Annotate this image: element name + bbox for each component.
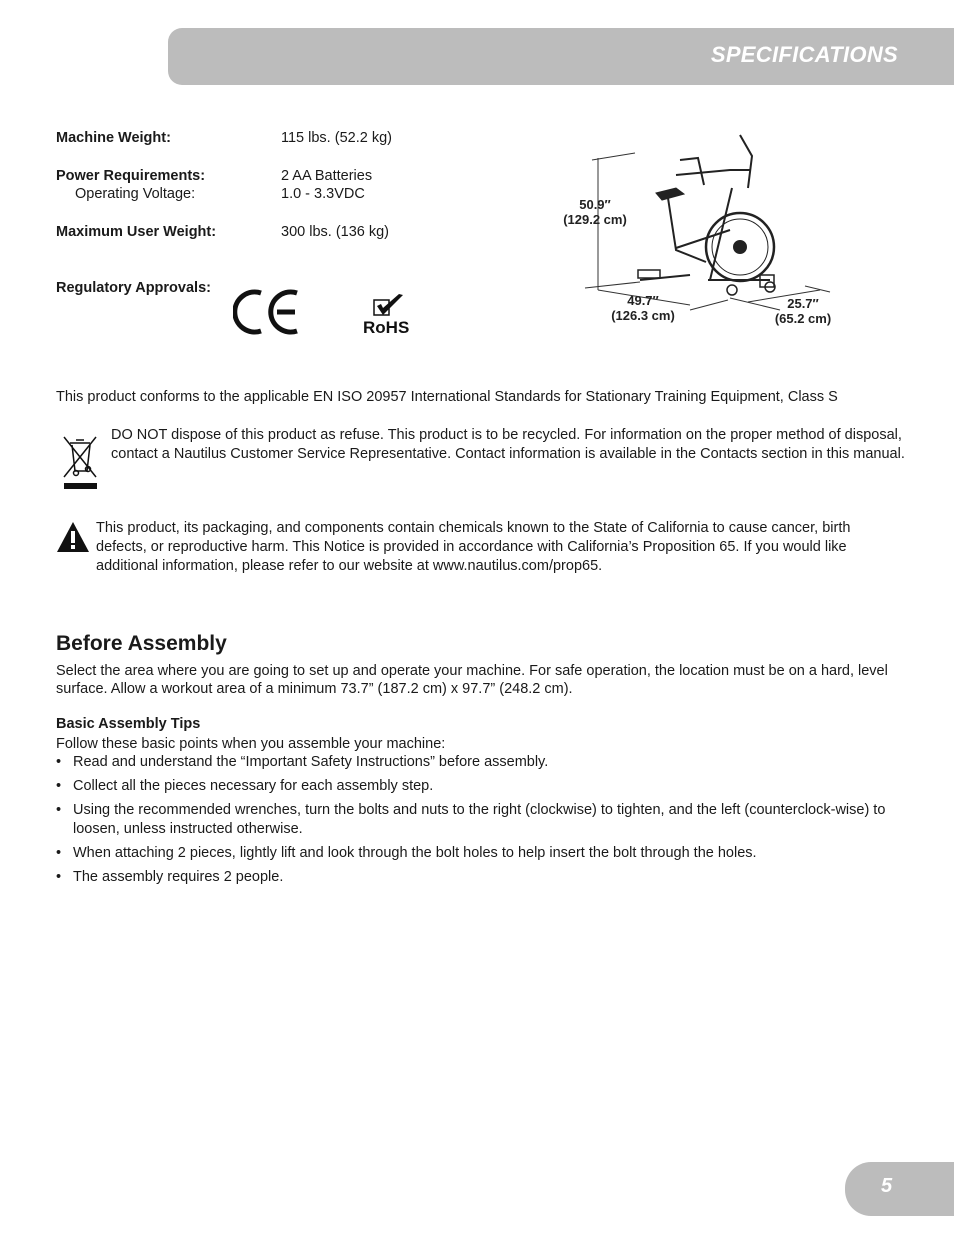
conformity-statement: This product conforms to the applicable EN ISO 20957 International Standards for Stationary Training Equipment, Class S bbox=[56, 389, 838, 405]
operating-voltage-value: 1.0 - 3.3VDC bbox=[281, 186, 365, 202]
list-item bbox=[56, 753, 906, 772]
bullet-glyph: • bbox=[56, 778, 62, 794]
tips-intro: Follow these basic points when you assemble your machine: bbox=[56, 736, 446, 752]
rohs-mark bbox=[362, 293, 422, 338]
page-number: 5 bbox=[881, 1175, 893, 1197]
crossed-bin-icon bbox=[60, 433, 100, 491]
basic-assembly-tips-heading: Basic Assembly Tips bbox=[56, 716, 201, 732]
max-user-weight-value: 300 lbs. (136 kg) bbox=[281, 224, 390, 240]
tip-text: Read and understand the “Important Safety Instructions” before assembly. bbox=[73, 754, 549, 770]
machine-weight-value: 115 lbs. (52.2 kg) bbox=[281, 130, 392, 146]
bullet-glyph: • bbox=[56, 802, 62, 818]
width-dimension-imperial: 25.7″ bbox=[787, 296, 819, 311]
rohs-label: RoHS bbox=[363, 318, 410, 337]
bullet-glyph: • bbox=[56, 754, 62, 770]
width-dimension-metric: (65.2 cm) bbox=[774, 311, 832, 326]
ce-mark-icon bbox=[233, 287, 303, 337]
prop65-warning: This product, its packaging, and components contain chemicals known to the State of California to cause cancer, birth defects, or reproductive harm. This Notice is provided in accordance with California’s Proposition 65. If you would like additional information, please refer to our website at www.nautilus.com/prop65. bbox=[96, 520, 851, 574]
tip-text: The assembly requires 2 people. bbox=[73, 869, 284, 885]
width-dimension bbox=[768, 296, 838, 326]
power-requirements-value: 2 AA Batteries bbox=[281, 168, 373, 184]
bullet-glyph: • bbox=[56, 869, 62, 885]
before-assembly-intro: Select the area where you are going to set up and operate your machine. For safe operation, the location must be on a hard, level surface. Allow a workout area of a minimum 73.7” (187.2 cm) x 97.7” (248.2 cm). bbox=[56, 663, 888, 697]
bullet-glyph: • bbox=[56, 845, 62, 861]
height-dimension-metric: (129.2 cm) bbox=[563, 212, 627, 227]
header-bar bbox=[168, 28, 954, 85]
list-item bbox=[56, 801, 906, 839]
warning-triangle-icon bbox=[55, 520, 91, 554]
list-item bbox=[56, 844, 906, 863]
assembly-tips-list bbox=[56, 753, 906, 892]
rohs-check-icon bbox=[372, 293, 406, 319]
machine-weight-label: Machine Weight: bbox=[56, 130, 171, 146]
tip-text: When attaching 2 pieces, lightly lift and look through the bolt holes to help insert the bolt through the holes. bbox=[73, 845, 757, 861]
length-dimension bbox=[603, 293, 683, 323]
length-dimension-metric: (126.3 cm) bbox=[611, 308, 675, 323]
page-number-tab bbox=[845, 1162, 954, 1216]
operating-voltage-label: Operating Voltage: bbox=[75, 186, 196, 202]
height-dimension-imperial: 50.9″ bbox=[579, 197, 611, 212]
length-dimension-imperial: 49.7″ bbox=[627, 293, 659, 308]
power-requirements-label: Power Requirements: bbox=[56, 168, 206, 184]
before-assembly-heading: Before Assembly bbox=[56, 632, 227, 655]
disposal-notice: DO NOT dispose of this product as refuse. This product is to be recycled. For information on the proper method of disposal, contact a Nautilus Customer Service Representative. Contact information is available in the Contacts section in this manual. bbox=[111, 427, 905, 462]
tip-text: Collect all the pieces necessary for each assembly step. bbox=[73, 778, 434, 794]
list-item bbox=[56, 777, 906, 796]
page-title: SPECIFICATIONS bbox=[710, 42, 898, 67]
regulatory-approvals-label: Regulatory Approvals: bbox=[56, 280, 211, 296]
list-item bbox=[56, 868, 906, 887]
max-user-weight-label: Maximum User Weight: bbox=[56, 224, 217, 240]
height-dimension bbox=[556, 197, 634, 227]
tip-text: Using the recommended wrenches, turn the bolts and nuts to the right (clockwise) to tighten, and the left (counterclock-wise) to loosen, unless instructed otherwise. bbox=[73, 802, 886, 837]
